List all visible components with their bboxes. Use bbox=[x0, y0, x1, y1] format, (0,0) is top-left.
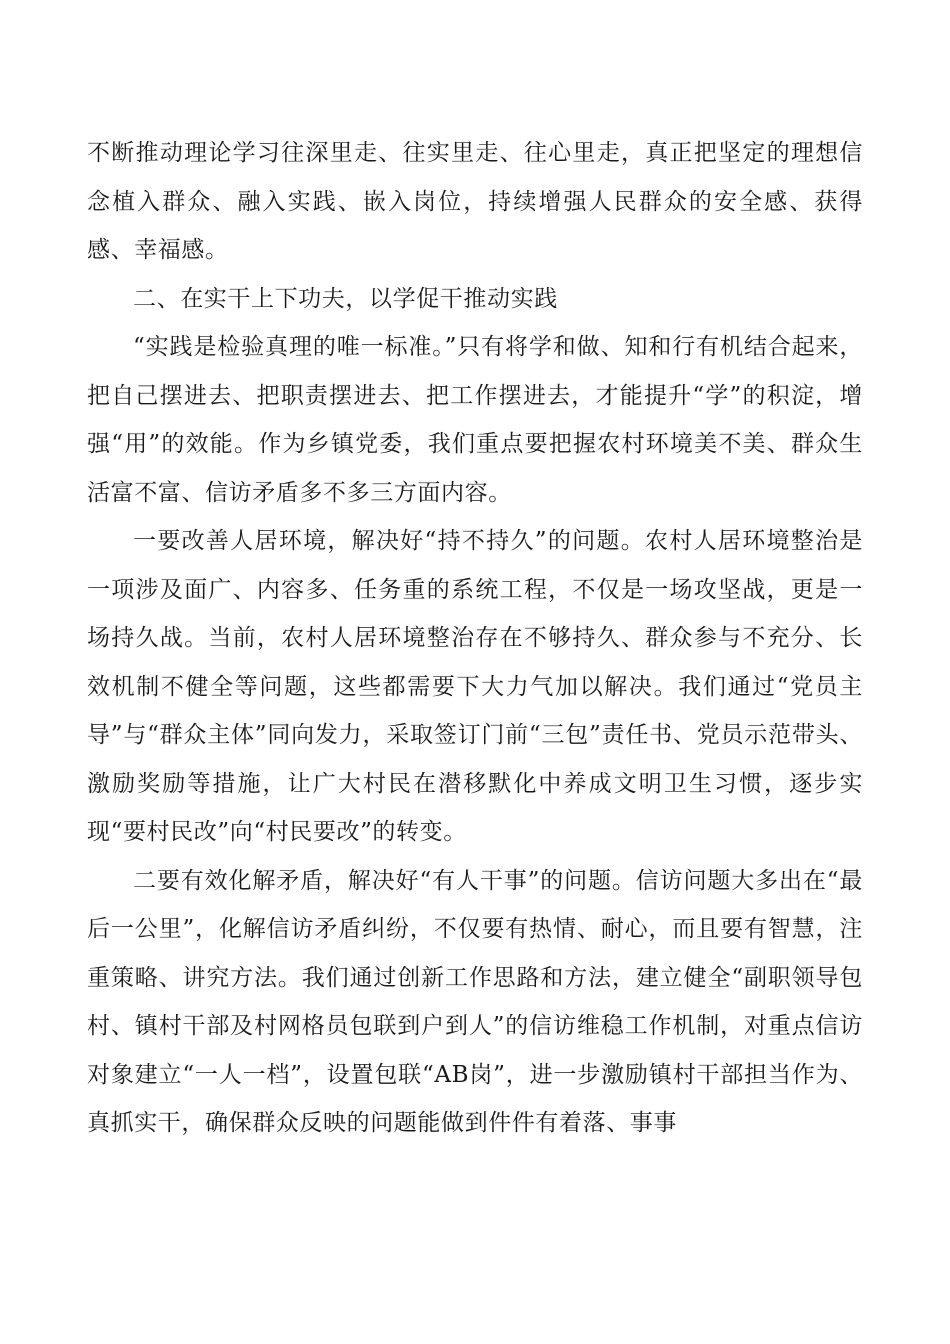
paragraph-practice-standard: “实践是检验真理的唯一标准。”只有将学和做、知和行有机结合起来，把自己摆进去、把职责摆进去、把工作摆进去，才能提升“学”的积淀，增强“用”的效能。作为乡镇党委，我们重点要把握农村环境美不美、群众生活富不富、信访矛盾多不多三方面内容。 bbox=[87, 334, 863, 506]
paragraph-continuation: 不断推动理论学习往深里走、往实里走、往心里走，真正把坚定的理想信念植入群众、融入实践、嵌入岗位，持续增强人民群众的安全感、获得感、幸福感。 bbox=[87, 140, 863, 263]
paragraph-resolve-conflicts: 二要有效化解矛盾，解决好“有人干事”的问题。信访问题大多出在“最后一公里”，化解信访矛盾纠纷，不仅要有热情、耐心，而且要有智慧，注重策略、讲究方法。我们通过创新工作思路和方法，建立健全“副职领导包村、镇村干部及村网格员包联到户到人”的信访维稳工作机制，对重点信访对象建立“一人一档”，设置包联“AB岗”，进一步激励镇村干部担当作为、真抓实干，确保群众反映的问题能做到件件有着落、事事 bbox=[87, 867, 863, 1136]
document-body bbox=[87, 129, 863, 1148]
paragraph-living-environment: 一要改善人居环境，解决好“持不持久”的问题。农村人居环境整治是一项涉及面广、内容多、任务重的系统工程，不仅是一场攻坚战，更是一场持久战。当前，农村人居环境整治存在不够持久、群众参与不充分、长效机制不健全等问题，这些都需要下大力气加以解决。我们通过“党员主导”与“群众主体”同向发力，采取签订门前“三包”责任书、党员示范带头、激励奖励等措施，让广大村民在潜移默化中养成文明卫生习惯，逐步实现“要村民改”向“村民要改”的转变。 bbox=[87, 528, 863, 845]
section-heading-2: 二、在实干上下功夫，以学促干推动实践 bbox=[133, 285, 558, 312]
